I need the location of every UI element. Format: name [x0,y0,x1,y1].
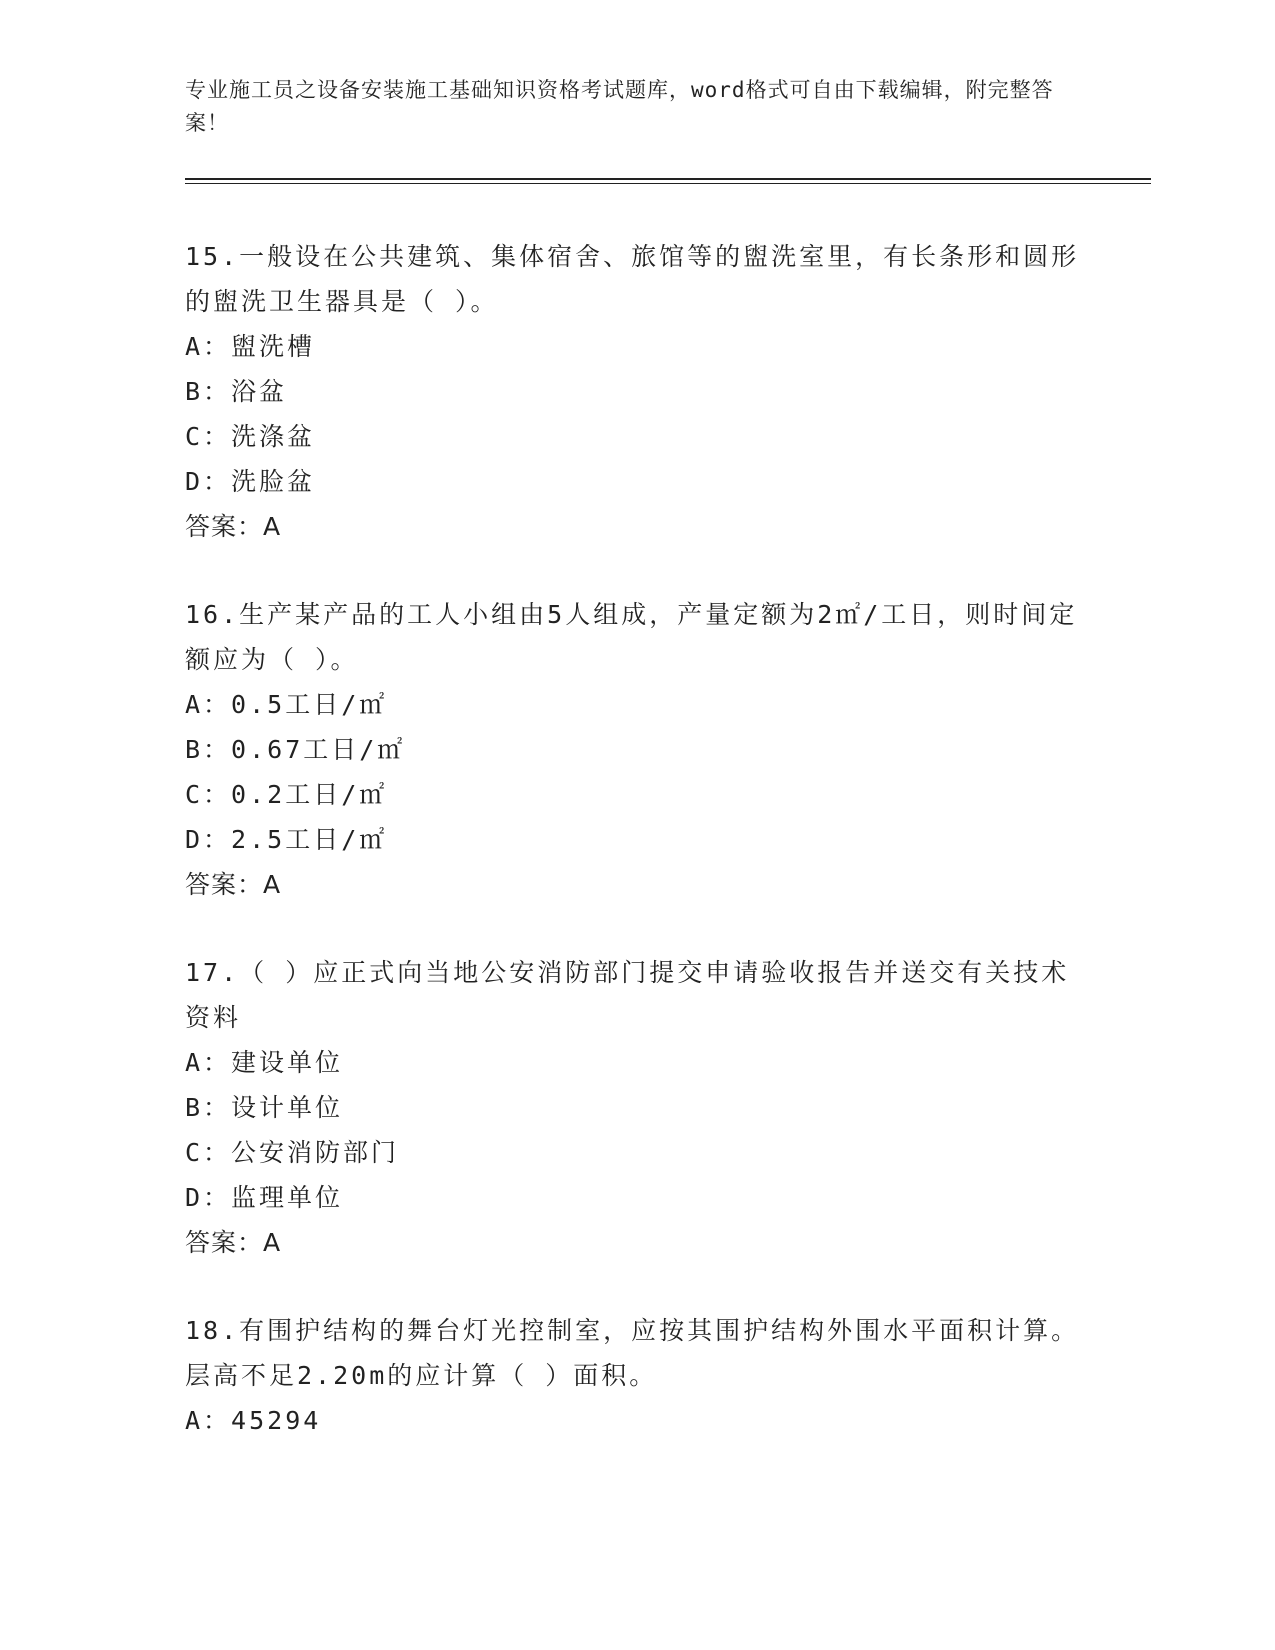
question-17 [185,950,1085,1265]
option-b: B：0.67工日/㎡ [185,735,406,764]
question-text: 17.（ ）应正式向当地公安消防部门提交申请验收报告并送交有关技术资料 [185,958,1070,1032]
question-text: 15.一般设在公共建筑、集体宿舍、旅馆等的盥洗室里，有长条形和圆形的盥洗卫生器具是（ ）。 [185,242,1080,316]
answer-label: 答案：A [185,512,282,541]
option-c: C：公安消防部门 [185,1138,400,1167]
question-18 [185,1308,1085,1443]
question-text: 16.生产某产品的工人小组由5人组成，产量定额为2㎡/工日，则时间定额应为（ ）。 [185,600,1078,674]
header-intro-text: 专业施工员之设备安装施工基础知识资格考试题库，word格式可自由下载编辑，附完整答案！ [185,78,1054,135]
document-header [185,74,1065,140]
option-d: D：2.5工日/㎡ [185,825,388,854]
option-a: A：建设单位 [185,1048,344,1077]
option-d: D：洗脸盆 [185,467,316,496]
header-divider-thin [185,183,1151,184]
header-divider-thick [185,178,1151,180]
answer-label: 答案：A [185,1228,282,1257]
question-list [185,234,1085,1486]
question-15 [185,234,1085,549]
option-a: A：盥洗槽 [185,332,316,361]
option-d: D：监理单位 [185,1183,344,1212]
answer-label: 答案：A [185,870,282,899]
question-16 [185,592,1085,907]
option-b: B：设计单位 [185,1093,344,1122]
option-a: A：45294 [185,1406,322,1435]
option-a: A：0.5工日/㎡ [185,690,388,719]
option-c: C：洗涤盆 [185,422,316,451]
option-b: B：浴盆 [185,377,288,406]
question-text: 18.有围护结构的舞台灯光控制室，应按其围护结构外围水平面积计算。层高不足2.20m的应计算（ ）面积。 [185,1316,1080,1390]
option-c: C：0.2工日/㎡ [185,780,388,809]
